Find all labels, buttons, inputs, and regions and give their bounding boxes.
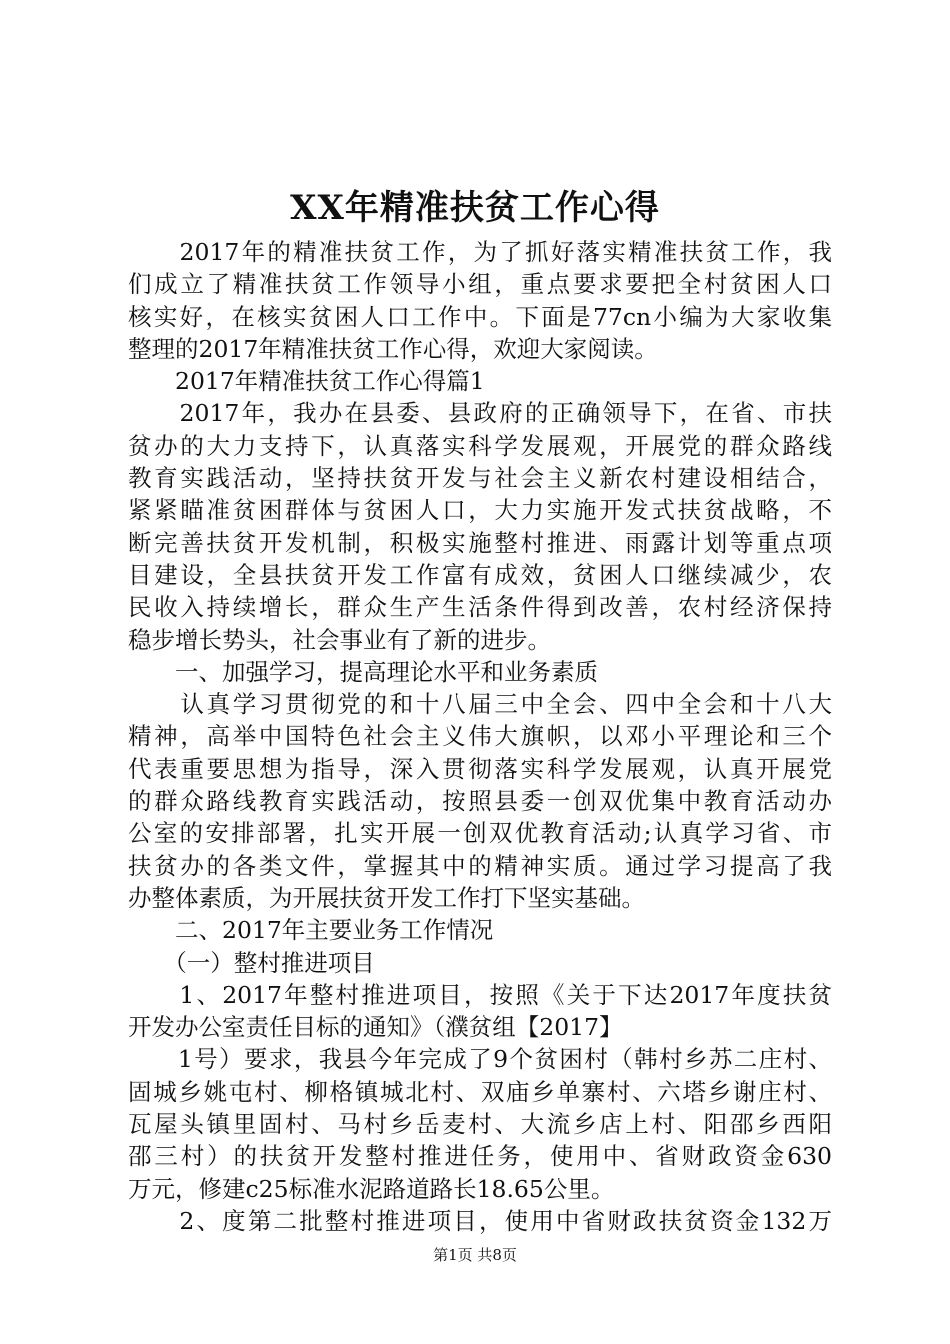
text-line: 二、2017年主要业务工作情况 (128, 916, 494, 945)
text-line: 扶贫办的各类文件，掌握其中的精神实质。通过学习提高了我 (128, 851, 832, 880)
text-line: 2017年，我办在县委、县政府的正确领导下，在省、市扶 (128, 399, 832, 428)
text-line: 1、2017年整村推进项目，按照《关于下达2017年度扶贫 (128, 980, 832, 1009)
text-line: 精神，高举中国特色社会主义伟大旗帜，以邓小平理论和三个 (128, 722, 832, 751)
text-line: 贫办的大力支持下，认真落实科学发展观，开展党的群众路线 (128, 431, 832, 460)
text-line: 2017年的精准扶贫工作，为了抓好落实精准扶贫工作，我 (128, 238, 832, 266)
page-footer: 第1页 共8页 (433, 1246, 517, 1264)
text-line: 2017年精准扶贫工作心得篇1 (128, 367, 485, 396)
text-line: 稳步增长势头，社会事业有了新的进步。 (128, 625, 551, 654)
text-line: 一、加强学习，提高理论水平和业务素质 (128, 657, 598, 686)
text-line: 核实好，在核实贫困人口工作中。下面是77cn小编为大家收集 (128, 302, 832, 331)
document-body (128, 236, 832, 1237)
text-line: 公室的安排部署，扎实开展一创双优教育活动;认真学习省、市 (128, 819, 832, 848)
text-line: 万元，修建c25标准水泥路道路长18.65公里。 (128, 1174, 615, 1203)
text-line: 固城乡姚屯村、柳格镇城北村、双庙乡单寨村、六塔乡谢庄村、 (128, 1077, 832, 1106)
text-line: 开发办公室责任目标的通知》（濮贫组【2017】 (128, 1013, 623, 1042)
text-line: （一）整村推进项目 (128, 948, 375, 977)
text-line: 认真学习贯彻党的和十八届三中全会、四中全会和十八大 (128, 690, 832, 719)
text-line: 教育实践活动，坚持扶贫开发与社会主义新农村建设相结合， (128, 464, 832, 493)
text-line: 民收入持续增长，群众生产生活条件得到改善，农村经济保持 (128, 593, 832, 622)
document-title: XX年精准扶贫工作心得 (290, 188, 660, 228)
text-line: 目建设，全县扶贫开发工作富有成效，贫困人口继续减少，农 (128, 560, 832, 589)
text-line: 1号）要求，我县今年完成了9个贫困村（韩村乡苏二庄村、 (128, 1045, 832, 1074)
text-line: 们成立了精准扶贫工作领导小组，重点要求要把全村贫困人口 (128, 270, 832, 299)
text-line: 整理的2017年精准扶贫工作心得，欢迎大家阅读。 (128, 334, 658, 363)
text-line: 的群众路线教育实践活动，按照县委一创双优集中教育活动办 (128, 787, 832, 816)
text-line: 代表重要思想为指导，深入贯彻落实科学发展观，认真开展党 (128, 754, 832, 783)
text-line: 紧紧瞄准贫困群体与贫困人口，大力实施开发式扶贫战略，不 (128, 496, 832, 525)
text-line: 瓦屋头镇里固村、马村乡岳麦村、大流乡店上村、阳邵乡西阳 (128, 1110, 832, 1139)
text-line: 办整体素质，为开展扶贫开发工作打下坚实基础。 (128, 883, 645, 912)
text-line: 断完善扶贫开发机制，积极实施整村推进、雨露计划等重点项 (128, 528, 832, 557)
text-line: 2、度第二批整村推进项目，使用中省财政扶贫资金132万 (128, 1206, 832, 1235)
text-line: 邵三村）的扶贫开发整村推进任务，使用中、省财政资金630 (128, 1142, 832, 1171)
